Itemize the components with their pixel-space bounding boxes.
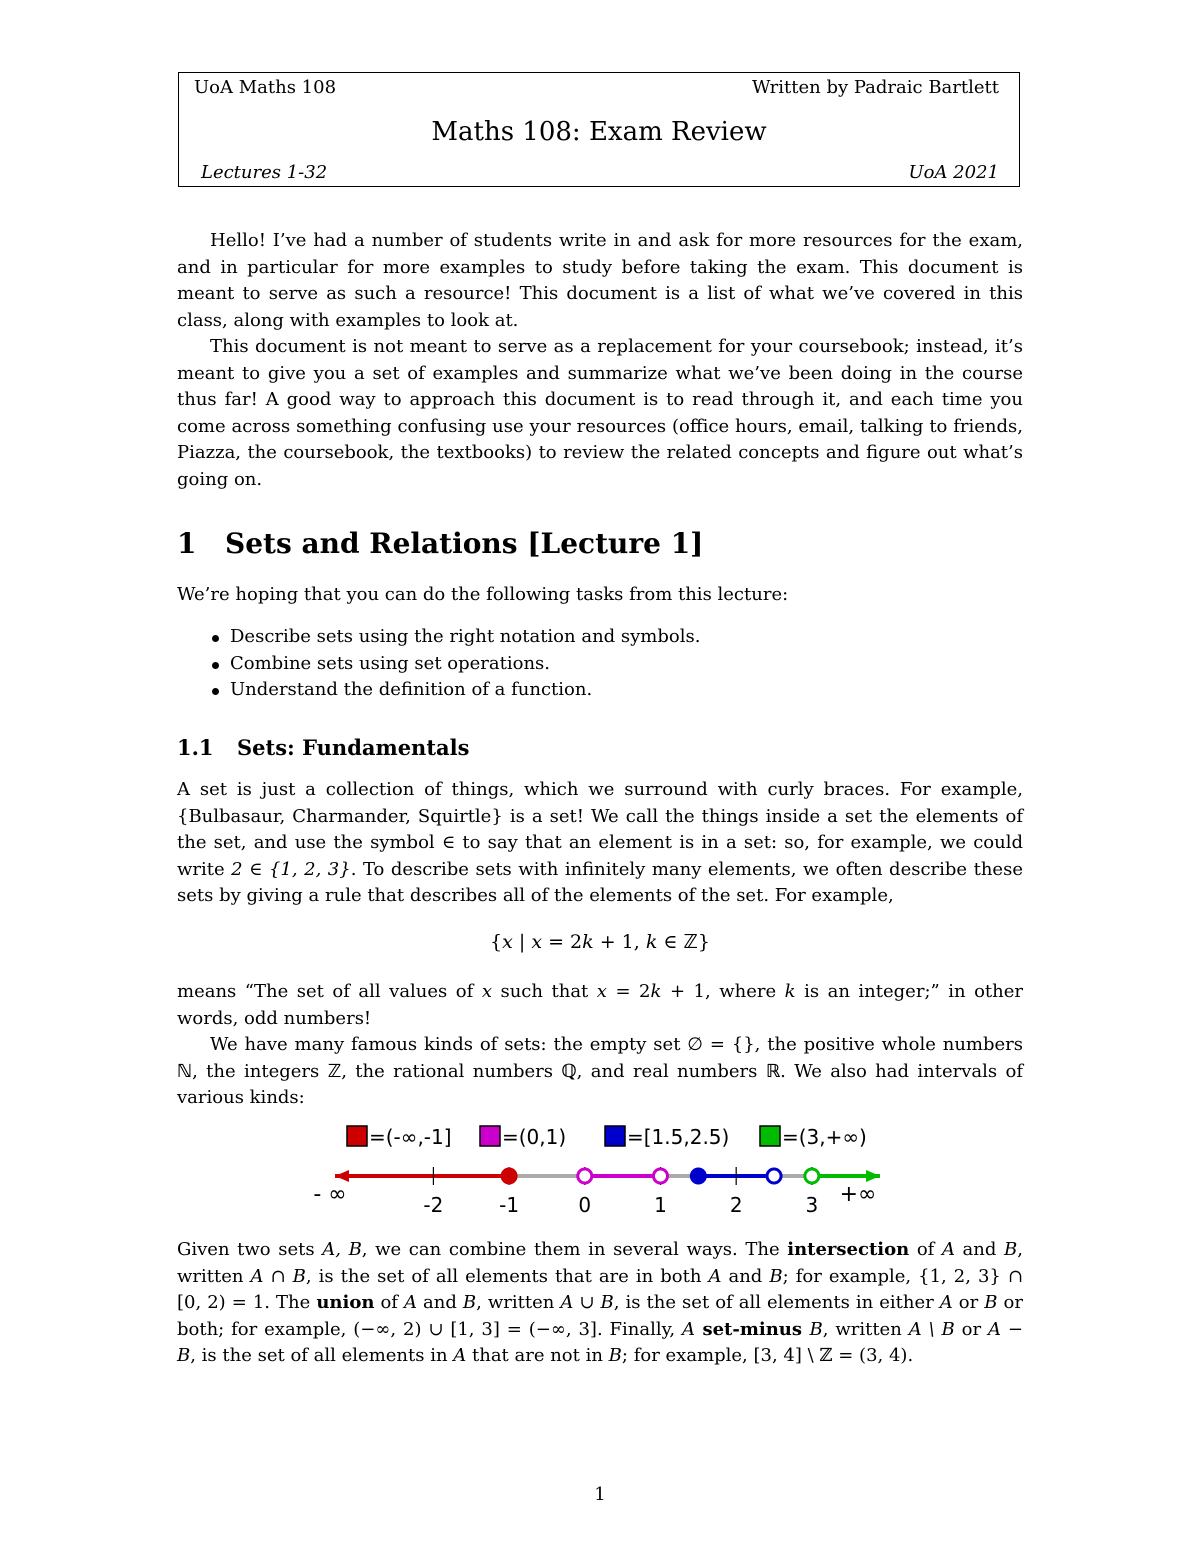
- sets-paragraph-1: [177, 777, 1023, 910]
- math-run: ℝ: [765, 1060, 781, 1082]
- math-run: ℕ: [177, 1060, 193, 1082]
- page-number: 1: [594, 1484, 606, 1505]
- legend-swatch: [480, 1126, 500, 1146]
- math-run: k: [582, 931, 594, 953]
- closed-endpoint: [691, 1169, 705, 1183]
- math-run: B: [462, 1292, 477, 1313]
- math-run: A: [682, 1318, 696, 1340]
- math-run: A − B: [177, 1318, 1023, 1366]
- text-run: , the integers: [192, 1060, 328, 1082]
- math-run: B: [608, 1345, 622, 1366]
- math-run: x: [502, 931, 513, 953]
- text-run: , and real numbers: [576, 1060, 766, 1082]
- text-run: , the rational numbers: [341, 1060, 562, 1082]
- text-run: Given two sets: [177, 1239, 323, 1260]
- tick-label: -2: [423, 1193, 444, 1217]
- math-run: A ∪ B: [560, 1292, 614, 1313]
- math-run: k: [784, 981, 796, 1002]
- math-run: A: [453, 1345, 467, 1366]
- math-run: A ∩ B: [250, 1265, 306, 1287]
- section-number: 1: [177, 527, 197, 560]
- text-run: or: [954, 1318, 988, 1340]
- tick-label: 3: [805, 1193, 819, 1217]
- intro-paragraph-2: This document is not meant to serve as a replacement for your coursebook; instead, it’s meant to give you a set of examples and summarize what we’ve been doing in the course thus far! A good way to approach this document is to read through it, and each time you come across something confusing use your resources (office hours, email, talking to friends, Piazza, the coursebook, the textbooks) to review the related concepts and figure out what’s going on.: [177, 336, 1023, 490]
- text-run: and: [721, 1265, 770, 1287]
- text-run: , is the set of all elements that are in both: [305, 1265, 709, 1287]
- math-run: k: [645, 931, 658, 953]
- math-run: x: [531, 931, 543, 953]
- legend-label: =(0,1): [502, 1125, 567, 1149]
- math-run: = 2: [542, 931, 583, 953]
- text-run: We have many famous kinds of sets: the empty set ∅ = {}, the positive whole numbers: [210, 1034, 1023, 1055]
- math-run: x: [481, 981, 492, 1002]
- set-builder-equation: [0, 931, 1200, 953]
- sets-paragraph-3: [177, 1032, 1023, 1112]
- author-line: Written by Padraic Bartlett: [751, 77, 999, 98]
- tick-label: 2: [729, 1193, 743, 1217]
- term-set-minus: set-minus: [695, 1318, 810, 1340]
- text-run: . We also had intervals of various kinds:: [177, 1060, 1023, 1108]
- neg-infinity-label: - ∞: [313, 1182, 347, 1207]
- math-run: A: [708, 1265, 722, 1287]
- math-run: B: [809, 1318, 823, 1340]
- legend-label: =(-∞,-1]: [369, 1125, 452, 1149]
- math-run: {: [490, 931, 503, 953]
- math-run: ∈: [657, 931, 684, 953]
- math-run: |: [512, 931, 532, 953]
- sets-paragraph-2: [177, 979, 1023, 1032]
- math-run: A, B: [322, 1239, 362, 1260]
- text-run: means “The set of all values of: [177, 981, 482, 1002]
- lecture-range: Lectures 1-32: [201, 162, 328, 183]
- open-endpoint: [653, 1169, 667, 1183]
- text-run: and: [954, 1239, 1005, 1260]
- term-union: union: [316, 1292, 375, 1313]
- text-run: is an integer;” in other words, odd numbers!: [177, 981, 1023, 1029]
- section-heading: [177, 527, 703, 560]
- open-endpoint: [767, 1169, 781, 1183]
- subsection-number: 1.1: [177, 735, 214, 760]
- math-run: B: [1004, 1239, 1018, 1260]
- subsection-heading: [177, 735, 469, 760]
- legend-swatch: [605, 1126, 625, 1146]
- course-name: UoA Maths 108: [194, 77, 337, 98]
- list-item: Combine sets using set operations.: [210, 651, 700, 678]
- math-run: x: [596, 981, 607, 1002]
- closed-endpoint: [502, 1169, 516, 1183]
- text-run: A set is just a collection of things, which we surround with curly braces. For example, {Bulbasaur, Charmander, Squirtle} is a set! We call the things inside a set the elements of the set, and use the symbol ∈ to say that an element is in a set: so, for example, we could write: [177, 779, 1023, 880]
- document-title: Maths 108: Exam Review: [431, 117, 767, 147]
- text-run: , written: [177, 1239, 1023, 1287]
- math-run: ℤ: [683, 931, 698, 953]
- math-run: A: [939, 1292, 953, 1313]
- interval-number-line: [310, 1118, 910, 1228]
- text-run: , we can combine them in several ways. The: [361, 1239, 788, 1260]
- text-run: = 2: [606, 981, 651, 1002]
- math-run: A \ B: [908, 1318, 955, 1340]
- header-box: [178, 72, 1020, 187]
- text-run: of: [374, 1292, 404, 1313]
- text-run: that are not in: [466, 1345, 609, 1366]
- text-run: . To describe sets with infinitely many elements, we often describe these sets by giving a rule that describes all of the elements of the set. For example,: [177, 858, 1023, 906]
- math-run: A: [941, 1239, 955, 1260]
- legend-swatch: [760, 1126, 780, 1146]
- section-lead: We’re hoping that you can do the following tasks from this lecture:: [177, 584, 789, 605]
- text-run: or both; for example, (−∞, 2) ∪ [1, 3] = (−∞, 3]. Finally,: [177, 1292, 1023, 1340]
- text-run: , is the set of all elements in either: [613, 1292, 940, 1313]
- math-run: B: [984, 1292, 998, 1313]
- set-operations-paragraph: [177, 1237, 1023, 1370]
- legend-swatch: [347, 1126, 367, 1146]
- interval-arrow-right: [866, 1170, 880, 1182]
- text-run: + 1, where: [661, 981, 785, 1002]
- text-run: , written: [822, 1318, 909, 1340]
- task-list: [210, 624, 700, 704]
- text-run: ; for example, {1, 2, 3} ∩ [0, 2) = 1. The: [177, 1265, 1023, 1313]
- open-endpoint: [578, 1169, 592, 1183]
- math-run: ℚ: [561, 1060, 577, 1082]
- legend-label: =[1.5,2.5): [627, 1125, 730, 1149]
- term-intersection: intersection: [787, 1239, 910, 1260]
- legend-label: =(3,+∞): [782, 1125, 867, 1149]
- math-run: ℤ: [327, 1060, 342, 1082]
- list-item: Describe sets using the right notation and symbols.: [210, 624, 700, 651]
- list-item: Understand the definition of a function.: [210, 677, 700, 704]
- open-endpoint: [805, 1169, 819, 1183]
- interval-arrow-left: [335, 1170, 349, 1182]
- intro-paragraph-1: Hello! I’ve had a number of students write in and ask for more resources for the exam, and in particular for more examples to study before taking the exam. This document is meant to serve as such a resource! This document is a list of what we’ve covered in this class, along with examples to look at.: [177, 230, 1023, 331]
- math-run: k: [650, 981, 662, 1002]
- tick-label: -1: [499, 1193, 520, 1217]
- text-run: of: [909, 1239, 942, 1260]
- math-run: B: [769, 1265, 783, 1287]
- text-run: , written: [476, 1292, 561, 1313]
- year-label: UoA 2021: [908, 162, 999, 183]
- text-run: ; for example, [3, 4] \ ℤ = (3, 4).: [621, 1345, 914, 1366]
- math-run: }: [697, 931, 710, 953]
- text-run: or: [952, 1292, 985, 1313]
- tick-label: 0: [578, 1193, 592, 1217]
- subsection-title: Sets: Fundamentals: [237, 735, 470, 760]
- math-run: A: [404, 1292, 417, 1313]
- text-run: and: [417, 1292, 463, 1313]
- math-run: + 1,: [593, 931, 646, 953]
- pos-infinity-label: +∞: [839, 1182, 877, 1207]
- tick-label: 1: [654, 1193, 667, 1217]
- text-run: such that: [491, 981, 597, 1002]
- text-run: , is the set of all elements in: [190, 1345, 454, 1366]
- math-run: 2 ∈ {1, 2, 3}: [231, 858, 351, 880]
- section-title: Sets and Relations [Lecture 1]: [225, 527, 704, 560]
